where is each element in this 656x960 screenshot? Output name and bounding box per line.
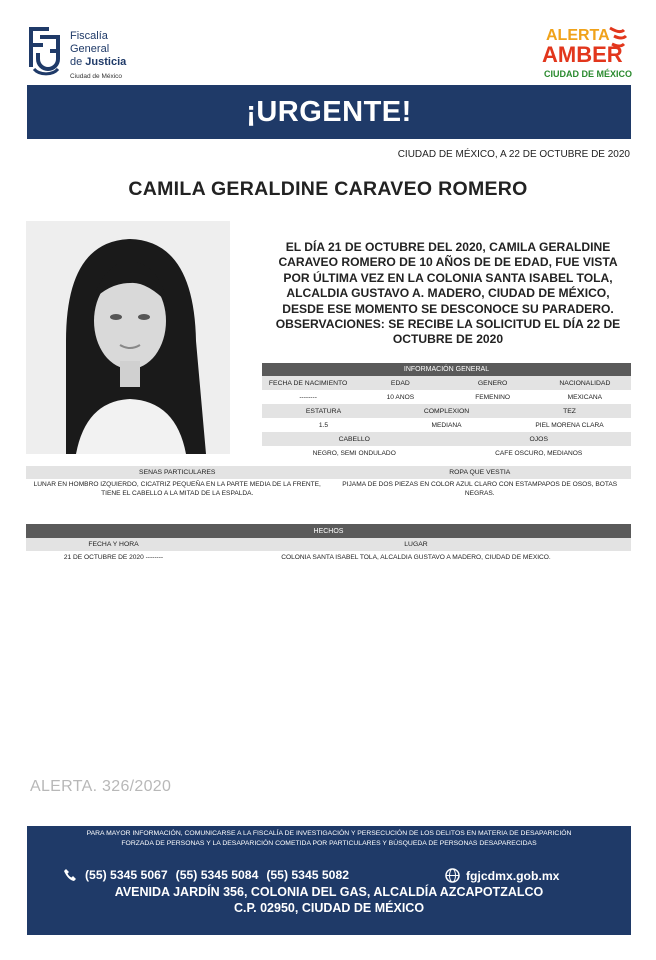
info-row1-headers [262, 376, 631, 390]
footer-info-line1: PARA MAYOR INFORMACIÓN, COMUNICARSE A LA FISCALÍA DE INVESTIGACIÓN Y PERSECUCIÓN DE LOS DELITOS EN MATERIA DE DESAPARICIÓN [86, 830, 572, 837]
events-header-date: FECHA Y HORA [88, 541, 139, 548]
value-hair: NEGRO, SEMI ONDULADO [312, 449, 396, 457]
urgent-banner: ¡URGENTE! [27, 85, 631, 139]
header-birthdate: FECHA DE NACIMIENTO [268, 379, 348, 387]
header-eyes: OJOS [529, 435, 548, 443]
header-height: ESTATURA [305, 407, 342, 415]
value-birthdate: -------- [299, 393, 317, 401]
globe-icon [445, 868, 460, 883]
address [27, 884, 631, 916]
website[interactable] [445, 868, 559, 883]
general-info-table [262, 363, 631, 460]
address-line2: C.P. 02950, CIUDAD DE MÉXICO [233, 901, 425, 915]
info-row2-headers [262, 404, 631, 418]
clothing-header: ROPA QUE VESTÍA [449, 469, 511, 476]
phone-icon [63, 868, 77, 882]
phone-3[interactable]: (55) 5345 5082 [266, 868, 350, 882]
website-link[interactable]: fgjcdmx.gob.mx [466, 868, 560, 883]
amber-line1: ALERTA [546, 27, 610, 44]
phone-numbers [63, 868, 349, 882]
header-skin: TEZ [563, 407, 576, 415]
fgj-logo-icon [26, 25, 66, 79]
events-header-place: LUGAR [404, 541, 428, 548]
address-line1: AVENIDA JARDÍN 356, COLONIA DEL GAS, ALCALDÍA AZCAPOTZALCO [114, 885, 544, 899]
general-info-title: INFORMACIÓN GENERAL [262, 363, 631, 376]
value-build: MEDIANA [431, 421, 462, 429]
header-age: EDAD [390, 379, 410, 387]
contact-footer [27, 826, 631, 935]
alerta-amber-logo [540, 22, 632, 84]
events-value-place: COLONIA SANTA ISABEL TOLA, ALCALDIA GUSTAVO A MADERO, CIUDAD DE MÉXICO. [281, 553, 551, 561]
value-gender: FEMENINO [475, 393, 511, 401]
issue-date: CIUDAD DE MÉXICO, A 22 DE OCTUBRE DE 2020 [397, 149, 630, 160]
fgj-logo-text [70, 30, 126, 82]
phone-1[interactable]: (55) 5345 5067 [85, 868, 168, 882]
header-hair: CABELLO [338, 435, 370, 443]
fgj-line3-pre: de [70, 56, 86, 68]
fgj-line2: General [70, 43, 110, 55]
clothing-value: PIJAMA DE DOS PIEZAS EN COLOR AZUL CLARO CON ESTAMPAPOS DE OSOS, BOTAS NEGRAS. [342, 481, 618, 497]
header-nationality: NACIONALIDAD [559, 379, 611, 387]
value-skin: PIEL MORENA CLARA [535, 421, 604, 429]
info-row1-values [262, 390, 631, 404]
person-photo [26, 221, 230, 454]
alert-number: ALERTA. 326/2020 [30, 778, 172, 795]
amber-line3: CIUDAD DE MÉXICO [544, 69, 632, 79]
case-description: EL DÍA 21 DE OCTUBRE DEL 2020, CAMILA GERALDINE CARAVEO ROMERO DE 10 AÑOS DE DE EDAD, FUE VISTA POR ÚLTIMA VEZ EN LA COLONIA SANTA ISABEL TOLA, ALCALDIA GUSTAVO A. MADERO, CIUDAD DE MÉXICO, DESDE ESE MOMENTO SE DESCONOCE SU PARADERO. OBSERVACIONES: SE RECIBE LA SOLICITUD EL DÍA 22 DE OCTUBRE DE 2020 [275, 240, 621, 347]
info-row3-values [262, 446, 631, 460]
features-clothing-table [26, 466, 631, 498]
events-table [26, 524, 631, 563]
footer-info-line2: FORZADA DE PERSONAS Y LA DESAPARICIÓN COMETIDA POR PARTICULARES Y BÚSQUEDA DE PERSONAS DESAPARECIDAS [121, 840, 537, 847]
footer-info [27, 829, 631, 849]
person-name: CAMILA GERALDINE CARAVEO ROMERO [128, 178, 528, 200]
features-header: SEÑAS PARTICULARES [139, 469, 216, 476]
events-value-date: 21 DE OCTUBRE DE 2020 -------- [63, 553, 164, 561]
value-age: 10 AÑOS [386, 393, 415, 401]
features-value: LUNAR EN HOMBRO IZQUIERDO, CICATRIZ PEQUEÑA EN LA PARTE MEDIA DE LA FRENTE, TIENE EL CABELLO A LA MITAD DE LA ESPALDA. [33, 481, 321, 497]
header-gender: GÉNERO [477, 379, 508, 387]
info-row2-values [262, 418, 631, 432]
fgj-line1: Fiscalía [70, 30, 108, 42]
fgj-line3-bold: Justicia [85, 56, 127, 68]
value-eyes: CAFE OSCURO, MEDIANOS [495, 449, 583, 457]
fgj-line4: Ciudad de México [70, 73, 123, 80]
header-build: COMPLEXIÓN [423, 407, 470, 415]
info-row3-headers [262, 432, 631, 446]
value-nationality: MEXICANA [567, 393, 603, 401]
phone-2[interactable]: (55) 5345 5084 [175, 868, 259, 882]
value-height: 1.5 [318, 421, 329, 429]
amber-line2: AMBER [542, 42, 623, 67]
events-title: HECHOS [26, 524, 631, 538]
